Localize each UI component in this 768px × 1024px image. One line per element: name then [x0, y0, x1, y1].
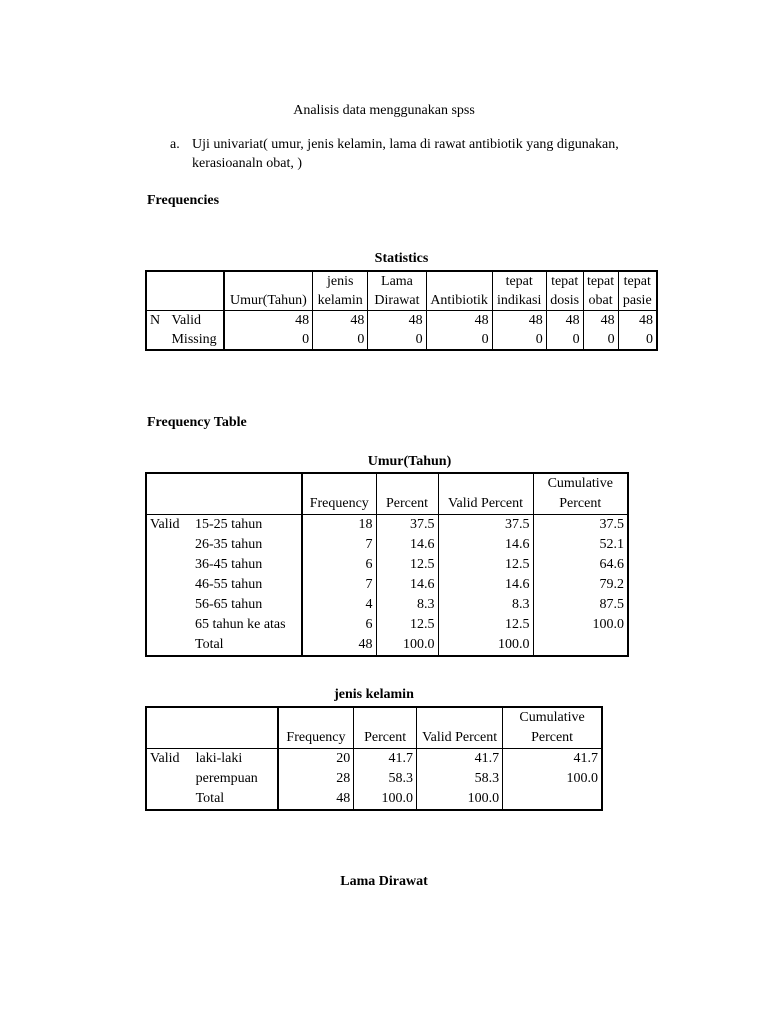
row-label: 56-65 tahun	[192, 595, 302, 615]
frequency-table-heading: Frequency Table	[147, 415, 247, 430]
table-cell: 14.6	[376, 535, 438, 555]
umur-caption: Umur(Tahun)	[367, 454, 452, 469]
group-label: Valid	[146, 515, 192, 536]
col-header: Umur(Tahun)	[224, 271, 313, 311]
table-cell: 4	[302, 595, 376, 615]
row-label: 36-45 tahun	[192, 555, 302, 575]
table-cell: 48	[583, 311, 618, 331]
table-cell: 20	[278, 749, 354, 770]
row-label: perempuan	[193, 769, 278, 789]
statistics-valid-row	[146, 311, 657, 331]
table-cell: 48	[426, 311, 492, 331]
table-cell: 37.5	[376, 515, 438, 536]
table-cell: 12.5	[438, 555, 533, 575]
table-cell: 100.0	[533, 615, 628, 635]
table-cell: 52.1	[533, 535, 628, 555]
table-cell: 14.6	[376, 575, 438, 595]
row-label: 46-55 tahun	[192, 575, 302, 595]
list-item-a	[170, 135, 630, 173]
table-cell: 48	[492, 311, 546, 331]
col-header: Percent	[376, 473, 438, 515]
table-cell: 14.6	[438, 575, 533, 595]
table-cell: 100.0	[376, 635, 438, 656]
table-cell: 41.7	[354, 749, 417, 770]
table-cell: 48	[618, 311, 657, 331]
table-cell: 37.5	[533, 515, 628, 536]
table-cell: 8.3	[376, 595, 438, 615]
valid-label: Valid	[168, 311, 223, 331]
statistics-table	[145, 270, 658, 351]
table-row	[146, 635, 628, 656]
table-cell: 0	[224, 330, 313, 350]
table-cell: 12.5	[376, 555, 438, 575]
table-row	[146, 769, 602, 789]
lama-dirawat-caption: Lama Dirawat	[340, 874, 428, 889]
table-cell: 7	[302, 575, 376, 595]
row-label: Total	[193, 789, 278, 810]
umur-body	[146, 515, 628, 657]
n-spacer	[146, 330, 168, 350]
col-header: tepat dosis	[546, 271, 583, 311]
statistics-caption: Statistics	[374, 251, 429, 266]
jenis-kelamin-frequency-table	[145, 706, 603, 811]
list-text: Uji univariat( umur, jenis kelamin, lama di rawat antibiotik yang digunakan, kerasioanaln obat, )	[192, 137, 619, 171]
table-cell: 41.7	[503, 749, 602, 770]
list-marker: a.	[170, 137, 180, 152]
table-cell: 12.5	[438, 615, 533, 635]
table-cell: 100.0	[417, 789, 503, 810]
col-header: Frequency	[302, 473, 376, 515]
col-header: tepat indikasi	[492, 271, 546, 311]
col-header: Antibiotik	[426, 271, 492, 311]
col-header: Cumulative Percent	[503, 707, 602, 749]
row-label: 15-25 tahun	[192, 515, 302, 536]
statistics-header-row	[146, 271, 657, 311]
statistics-missing-row	[146, 330, 657, 350]
col-header: Cumulative Percent	[533, 473, 628, 515]
frequencies-heading: Frequencies	[147, 193, 220, 208]
table-cell: 6	[302, 555, 376, 575]
col-header: tepat obat	[583, 271, 618, 311]
jk-corner-cell	[146, 707, 278, 749]
table-cell: 79.2	[533, 575, 628, 595]
n-label: N	[146, 311, 168, 331]
col-header: Valid Percent	[417, 707, 503, 749]
table-cell: 7	[302, 535, 376, 555]
table-row	[146, 615, 628, 635]
table-cell: 48	[302, 635, 376, 656]
table-cell: 0	[546, 330, 583, 350]
table-cell: 100.0	[354, 789, 417, 810]
table-cell: 0	[618, 330, 657, 350]
statistics-corner-cell	[146, 271, 224, 311]
table-cell: 0	[492, 330, 546, 350]
umur-header-row	[146, 473, 628, 515]
col-header: Percent	[354, 707, 417, 749]
table-cell: 28	[278, 769, 354, 789]
row-label: 65 tahun ke atas	[192, 615, 302, 635]
umur-frequency-table	[145, 472, 629, 657]
table-cell: 37.5	[438, 515, 533, 536]
table-cell: 0	[313, 330, 368, 350]
umur-corner-cell	[146, 473, 302, 515]
table-cell: 8.3	[438, 595, 533, 615]
table-cell: 58.3	[354, 769, 417, 789]
table-cell	[533, 635, 628, 656]
table-cell: 48	[224, 311, 313, 331]
table-cell: 6	[302, 615, 376, 635]
table-cell: 100.0	[438, 635, 533, 656]
col-header: tepat pasie	[618, 271, 657, 311]
jk-header-row	[146, 707, 602, 749]
table-row	[146, 535, 628, 555]
jk-body	[146, 749, 602, 811]
table-cell: 0	[426, 330, 492, 350]
table-cell: 18	[302, 515, 376, 536]
group-label: Valid	[146, 749, 193, 770]
table-cell: 0	[583, 330, 618, 350]
row-label: 26-35 tahun	[192, 535, 302, 555]
table-cell	[503, 789, 602, 810]
table-cell: 87.5	[533, 595, 628, 615]
table-cell: 58.3	[417, 769, 503, 789]
table-cell: 48	[368, 311, 426, 331]
table-cell: 14.6	[438, 535, 533, 555]
table-cell: 41.7	[417, 749, 503, 770]
table-row	[146, 515, 628, 536]
document-title: Analisis data menggunakan spss	[293, 103, 475, 118]
table-row	[146, 575, 628, 595]
col-header: Frequency	[278, 707, 354, 749]
table-cell: 48	[546, 311, 583, 331]
jenis-kelamin-caption: jenis kelamin	[334, 687, 414, 702]
table-cell: 12.5	[376, 615, 438, 635]
col-header: Valid Percent	[438, 473, 533, 515]
table-cell: 0	[368, 330, 426, 350]
col-header: jenis kelamin	[313, 271, 368, 311]
table-cell: 48	[313, 311, 368, 331]
row-label: Total	[192, 635, 302, 656]
table-row	[146, 749, 602, 770]
table-row	[146, 555, 628, 575]
table-cell: 100.0	[503, 769, 602, 789]
missing-label: Missing	[168, 330, 223, 350]
table-row	[146, 789, 602, 810]
table-cell: 64.6	[533, 555, 628, 575]
row-label: laki-laki	[193, 749, 278, 770]
table-cell: 48	[278, 789, 354, 810]
table-row	[146, 595, 628, 615]
col-header: Lama Dirawat	[368, 271, 426, 311]
